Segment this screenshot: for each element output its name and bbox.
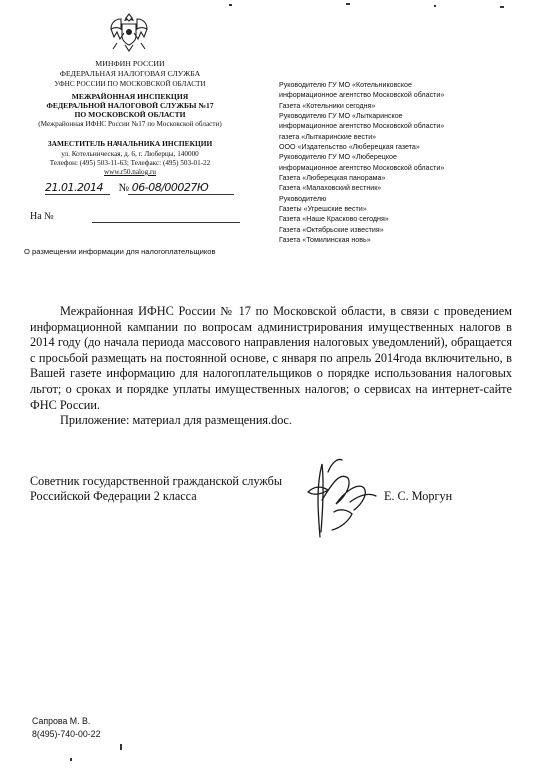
recipient-line: информационное агентство Московской области»: [279, 163, 445, 172]
recipient-line: Газета «Октябрьские известия»: [279, 225, 384, 234]
inspection-short-name: (Межрайонная ИФНС России №17 по Московской области): [38, 120, 222, 128]
reference-number: [30, 211, 54, 222]
position-line-1: Советник государственной гражданской службы: [30, 474, 283, 488]
reference-underline: [92, 222, 240, 223]
phones: Телефон: (495) 503-11-63; Телефакс: (495) 503-01-22: [49, 159, 211, 167]
recipient-line: Газета «Малаховский вестник»: [279, 184, 382, 193]
signatory-position: [30, 474, 282, 504]
regional-office: УФНС РОССИИ ПО МОСКОВСКОЙ ОБЛАСТИ: [54, 80, 206, 88]
number-sign: №: [118, 182, 129, 194]
scan-speck: [70, 758, 72, 761]
address: ул. Котельническая, д. 6, г. Люберцы, 140000: [61, 150, 199, 158]
inspection-line-1: МЕЖРАЙОННАЯ ИНСПЕКЦИЯ: [71, 92, 189, 101]
recipient-line: информационное агентство Московской области»: [279, 91, 445, 100]
signer-name: Е. С. Моргун: [384, 489, 453, 503]
deputy-title: ЗАМЕСТИТЕЛЬ НАЧАЛЬНИКА ИНСПЕКЦИИ: [47, 139, 213, 148]
handwritten-signature: [278, 452, 388, 542]
service-name: ФЕДЕРАЛЬНАЯ НАЛОГОВАЯ СЛУЖБА: [59, 69, 201, 78]
attachment-note: Приложение: материал для размещения.doc.: [60, 413, 292, 428]
recipient-line: Газеты «Угрешские вести»: [279, 205, 367, 214]
recipient-line: информационное агентство Московской области»: [279, 122, 445, 131]
recipient-line: Газета «Томилинская новь»: [279, 236, 371, 245]
scan-speck: [434, 5, 436, 7]
recipient-line: Руководителю ГУ МО «Котельниковское: [279, 81, 412, 89]
document-number: 06-08/00027Ю: [131, 181, 209, 194]
recipients-list: [279, 80, 509, 246]
scan-speck: [500, 6, 504, 8]
number-underline: [128, 194, 234, 195]
recipient-line: газета «Лыткаринские вести»: [279, 132, 377, 141]
executor-phone: 8(495)-740-00-22: [32, 729, 101, 739]
executor-name: Сапрова М. В.: [32, 716, 91, 726]
scan-speck: [229, 4, 232, 6]
recipient-line: Газета «Котельники сегодня»: [279, 101, 376, 110]
inspection-line-3: ПО МОСКОВСКОЙ ОБЛАСТИ: [74, 110, 186, 119]
recipient-line: Газета «Наше Красково сегодня»: [279, 215, 389, 224]
scan-speck: [346, 3, 350, 5]
document-date: 21.01.2014: [45, 181, 103, 194]
executor-info: [32, 715, 100, 741]
document-date-number: [45, 181, 208, 194]
coat-of-arms-emblem: [107, 10, 151, 56]
inspection-line-2: ФЕДЕРАЛЬНОЙ НАЛОГОВОЙ СЛУЖБЫ №17: [46, 101, 214, 110]
recipient-line: Руководителю: [279, 194, 327, 203]
ministry-name: МИНФИН РОССИИ: [95, 59, 165, 68]
date-underline: [45, 194, 110, 195]
letter-body: [30, 304, 512, 429]
recipient-line: Руководителю ГУ МО «Люберецкое: [279, 153, 397, 162]
recipient-line: Газета «Люберецкая панорама»: [279, 174, 386, 183]
position-line-2: Российской Федерации 2 класса: [30, 489, 197, 503]
recipient-line: ООО «Издательство «Люберецкая газета»: [279, 143, 420, 152]
body-paragraph: Межрайонная ИФНС России № 17 по Московской области, в связи с проведением информационной кампании по вопросам администрирования имущественных налогов в 2014 году (до начала периода массового направления налоговых уведомлений), обращается с просьбой размещать на постоянной основе, с января по апрель 2014года включительно, в Вашей газете информацию для налогоплательщиков о порядке использования налоговых льгот; о сроках и порядке уплаты имущественных налогов; о сервисах на интернет-сайте ФНС России.: [30, 304, 512, 412]
subject-line: О размещении информации для налогоплательщиков: [24, 247, 216, 256]
website-link[interactable]: www.r50.nalog.ru: [103, 168, 157, 176]
scan-speck: [120, 744, 122, 750]
recipient-line: Руководителю ГУ МО «Лыткаринское: [279, 112, 403, 121]
reference-label: На №: [30, 211, 54, 222]
